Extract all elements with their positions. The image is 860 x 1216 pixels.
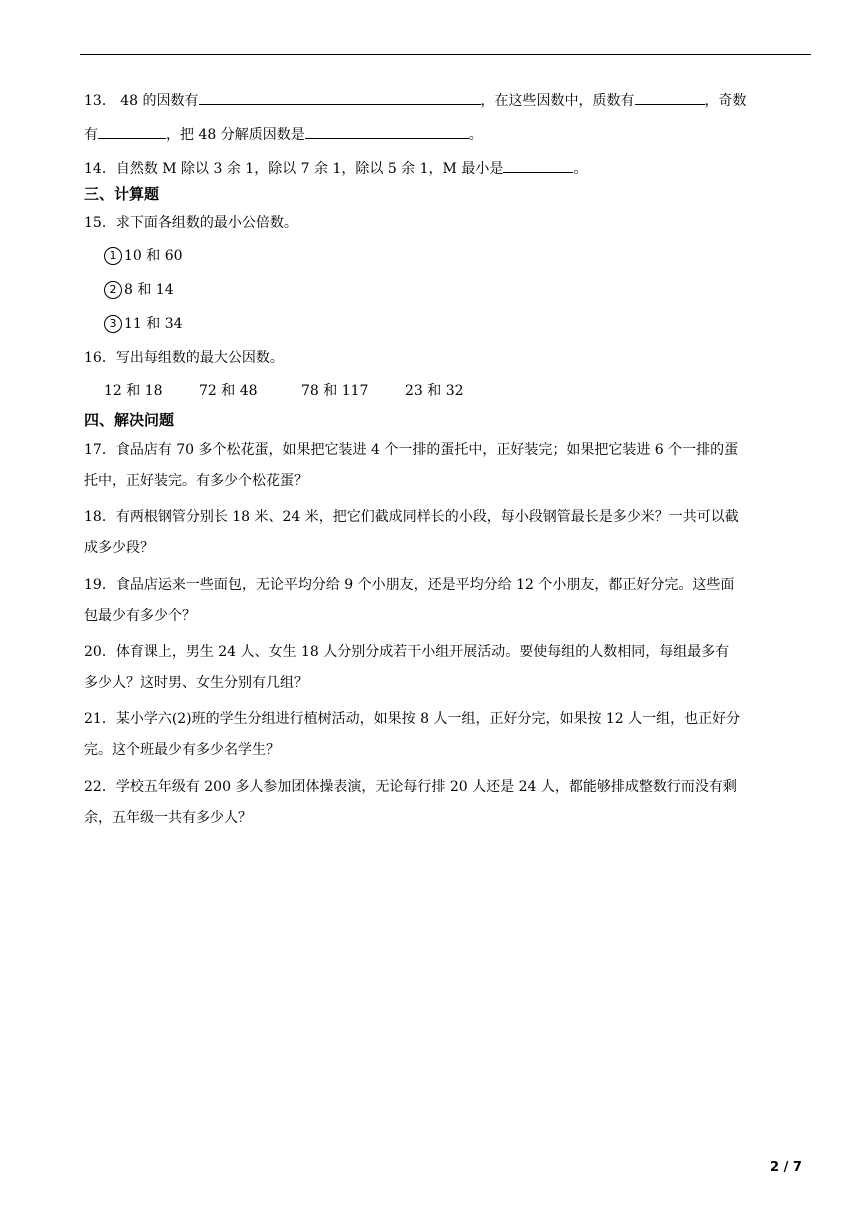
q20-line2: 多少人？这时男、女生分别有几组？ [84, 675, 308, 691]
q14-text: 14．自然数 M 除以 3 余 1，除以 7 余 1，除以 5 余 1，M 最小是 [84, 161, 504, 177]
q14-line [84, 158, 587, 179]
q15-item-1 [104, 246, 183, 266]
q15-item-3-text: 11 和 34 [124, 316, 183, 332]
q15-prompt: 15．求下面各组数的最小公倍数。 [84, 215, 298, 231]
page-number: 2 / 7 [770, 1160, 802, 1175]
circled-number-3: 3 [104, 315, 122, 333]
q13-text-e: ，把 48 分解质因数是 [166, 127, 305, 143]
q13-text-a: 13． 48 的因数有 [84, 93, 199, 109]
q22-line2: 余，五年级一共有多少人？ [84, 810, 252, 826]
q16-group-2: 72 和 48 [199, 383, 258, 399]
q13-line1 [84, 90, 747, 111]
q13-blank-factors[interactable] [199, 90, 481, 105]
q16-group-1: 12 和 18 [104, 383, 163, 399]
q20-line1: 20．体育课上，男生 24 人、女生 18 人分别分成若干小组开展活动。要使每组的人数相同，每组最多有 [84, 644, 730, 660]
q13-line2 [84, 124, 483, 145]
q15-item-2-text: 8 和 14 [124, 282, 174, 298]
q18-line2: 成多少段？ [84, 540, 154, 556]
q13-text-d: 有 [84, 127, 98, 143]
q14-end: 。 [573, 161, 588, 177]
circled-number-2: 2 [104, 281, 122, 299]
q16-group-4: 23 和 32 [405, 383, 464, 399]
q22-line1: 22．学校五年级有 200 多人参加团体操表演，无论每行排 20 人还是 24 人，都能够排成整数行而没有剩 [84, 779, 737, 795]
q14-blank[interactable] [503, 158, 573, 173]
section-3-title: 三、计算题 [84, 185, 160, 203]
section-4-title: 四、解决问题 [84, 411, 175, 429]
q13-blank-primes[interactable] [635, 90, 705, 105]
q13-blank-odd[interactable] [98, 124, 166, 139]
q13-text-c: ，奇数 [704, 93, 747, 109]
header-rule [80, 54, 811, 55]
q16-group-3: 78 和 117 [301, 383, 369, 399]
q21-line1: 21．某小学六(2)班的学生分组进行植树活动，如果按 8 人一组，正好分完，如果按 12 人一组，也正好分 [84, 711, 741, 727]
q15-item-1-text: 10 和 60 [124, 248, 183, 264]
q15-item-2 [104, 280, 174, 300]
q19-line1: 19．食品店运来一些面包，无论平均分给 9 个小朋友，还是平均分给 12 个小朋友，都正好分完。这些面 [84, 577, 735, 593]
q15-item-3 [104, 314, 183, 334]
q13-text-b: ，在这些因数中，质数有 [480, 93, 635, 109]
q16-prompt: 16．写出每组数的最大公因数。 [84, 350, 284, 366]
q19-line2: 包最少有多少个？ [84, 608, 196, 624]
q18-line1: 18．有两根钢管分别长 18 米、24 米，把它们截成同样长的小段，每小段钢管最长是多少米？一共可以截 [84, 509, 739, 525]
q13-text-f: 。 [468, 127, 483, 143]
q21-line2: 完。这个班最少有多少名学生？ [84, 742, 280, 758]
circled-number-1: 1 [104, 247, 122, 265]
q13-blank-prime-factorization[interactable] [305, 124, 469, 139]
q17-line1: 17．食品店有 70 多个松花蛋，如果把它装进 4 个一排的蛋托中，正好装完；如果把它装进 6 个一排的蛋 [84, 442, 739, 458]
q17-line2: 托中，正好装完。有多少个松花蛋？ [84, 473, 308, 489]
